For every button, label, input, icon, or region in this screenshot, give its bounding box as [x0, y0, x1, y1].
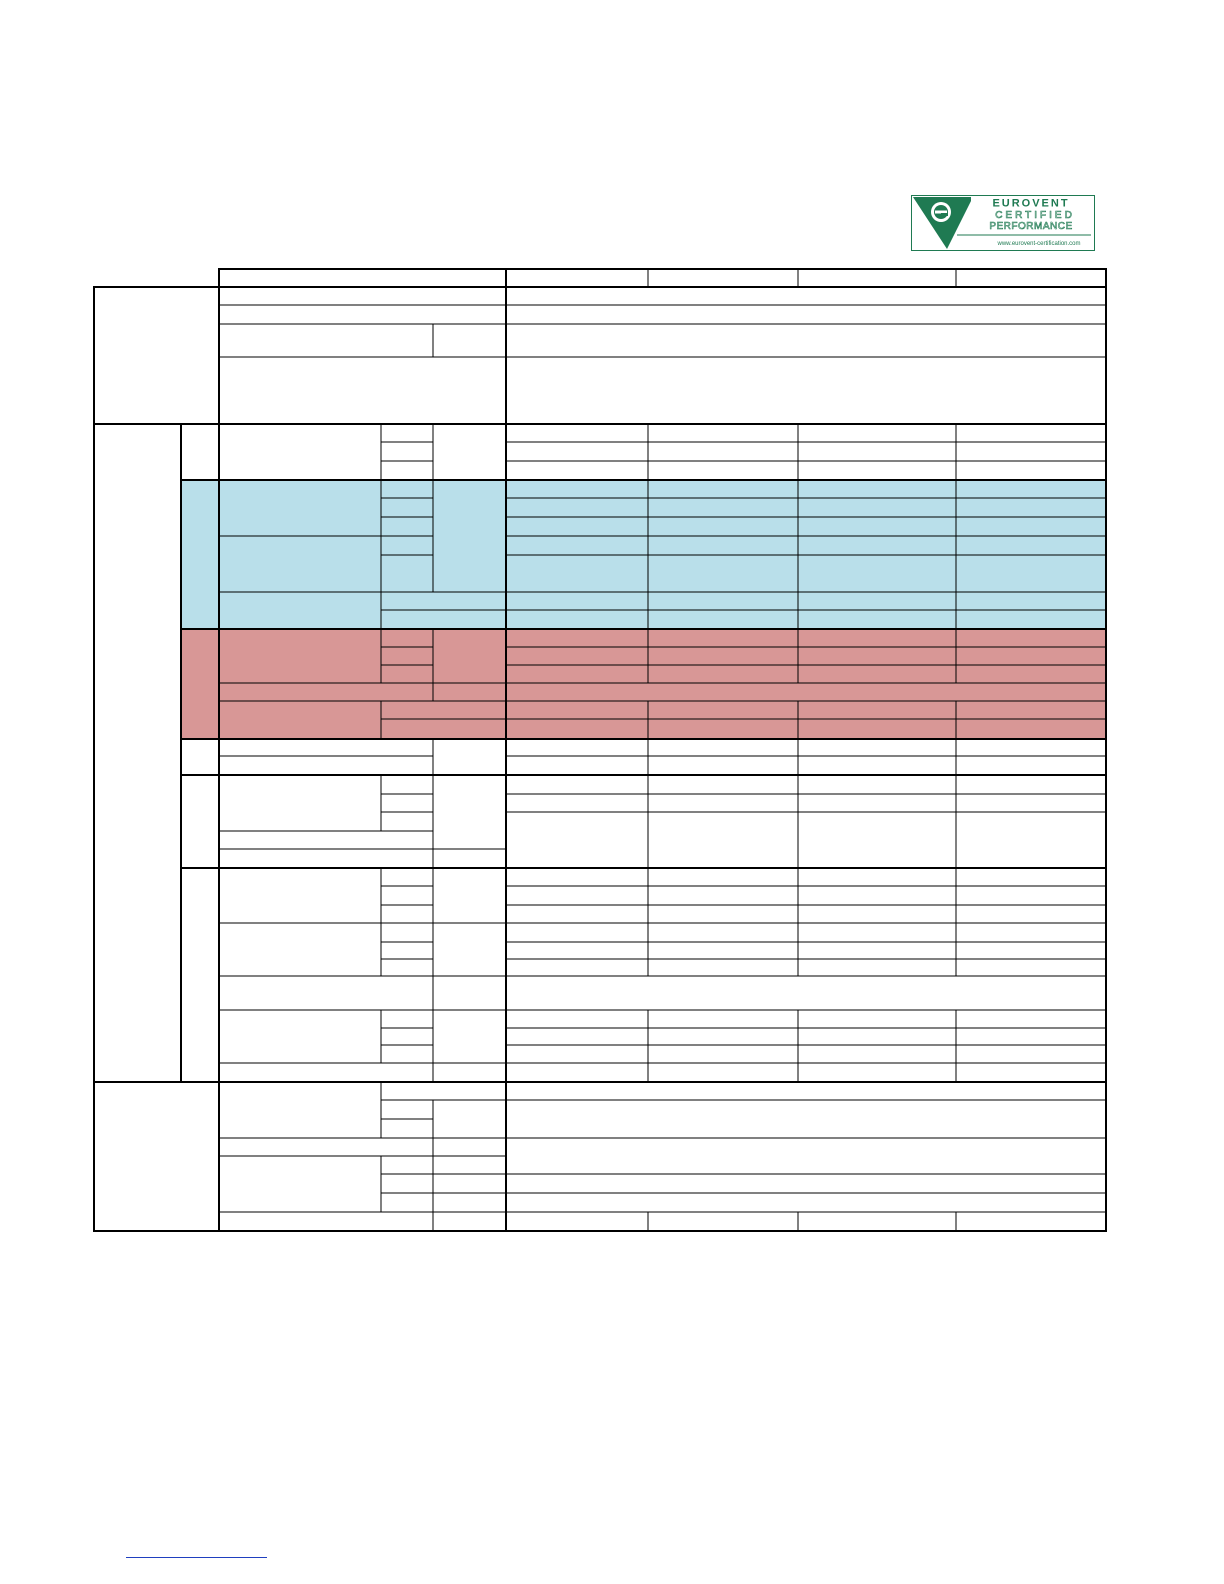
logo-url: www.eurovent-certification.com [997, 241, 1081, 247]
eurovent-certified-logo [911, 195, 1095, 251]
logo-line1: CERTIFIED [995, 210, 1075, 221]
table-grid [219, 269, 1106, 1231]
logo-brand: EUROVENT [992, 197, 1070, 210]
heating-section-shading [181, 629, 1106, 739]
logo-line2: PERFORMANCE [989, 221, 1073, 232]
table-frames [94, 269, 1106, 1231]
footer-link-underline[interactable] [126, 1557, 267, 1558]
